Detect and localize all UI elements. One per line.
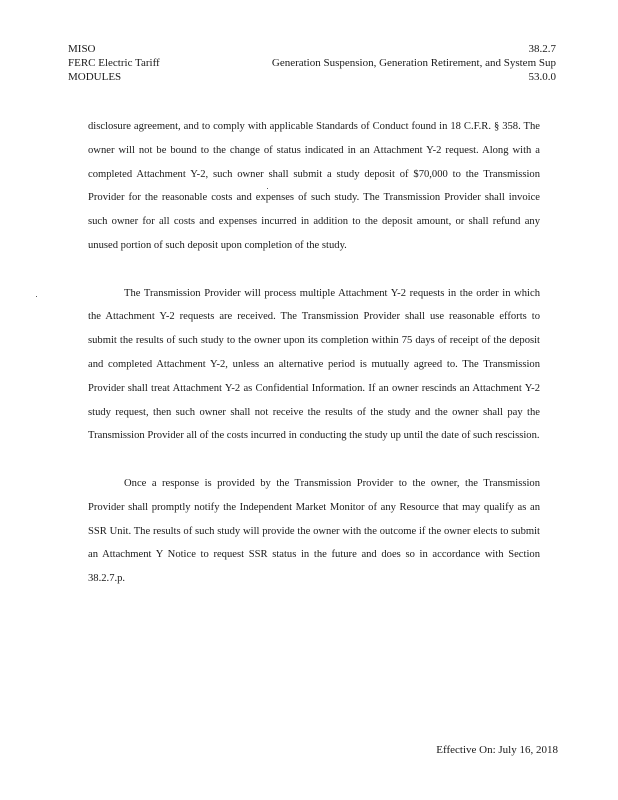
header-version: 53.0.0 [528, 71, 556, 83]
paragraph-3: Once a response is provided by the Transmission Provider to the owner, the Transmission Provider shall promptly notify the Independent Market Monitor of any Resource that may qualify as an SSR Unit. The results of such study will provide the owner with the outcome if the owner elects to submit an Attachment Y Notice to request SSR status in the future and does so in accordance with Section 38.2.7.p. [88, 477, 540, 585]
header-right [272, 42, 556, 84]
header-modules: MODULES [68, 71, 122, 83]
header-section-number: 38.2.7 [528, 43, 556, 55]
header-section-title: Generation Suspension, Generation Retirement, and System Sup [271, 57, 556, 69]
header-org: MISO [68, 43, 96, 55]
scan-speck [36, 296, 37, 297]
effective-date: Effective On: July 16, 2018 [436, 744, 558, 756]
paragraph-1: disclosure agreement, and to comply with applicable Standards of Conduct found in 18 C.F.R. § 358. The owner will not be bound to the change of status indicated in an Attachment Y-2 request. Along with a completed Attachment Y-2, such owner shall submit a study deposit of $70,000 to the Transmission Provider for the reasonable costs and expenses of such study. The Transmission Provider shall invoice such owner for all costs and expenses incurred in addition to the deposit amount, or shall refund any unused portion of such deposit upon completion of the study. [88, 121, 540, 251]
header-tariff: FERC Electric Tariff [68, 57, 160, 69]
document-body [88, 115, 540, 615]
paragraph-2: The Transmission Provider will process multiple Attachment Y-2 requests in the order in which the Attachment Y-2 requests are received. The Transmission Provider shall use reasonable efforts to submit the results of such study to the owner upon its completion within 75 days of receipt of the deposit and completed Attachment Y-2, unless an alternative period is mutually agreed to. The Transmission Provider shall treat Attachment Y-2 as Confidential Information. If an owner rescinds an Attachment Y-2 study request, then such owner shall not receive the results of the study and the owner shall pay the Transmission Provider all of the costs incurred in conducting the study up until the date of such rescission. [88, 287, 540, 442]
header-left [68, 42, 160, 84]
scan-speck [267, 188, 268, 189]
